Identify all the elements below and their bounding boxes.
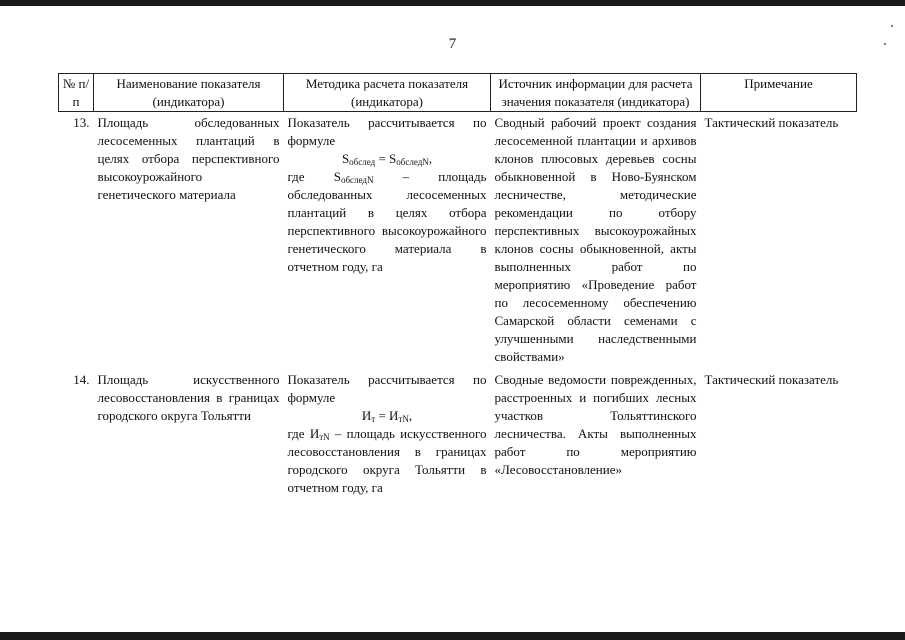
indicator-name: Площадь искусственного лесовосстановления в границах городского округа Тольятти xyxy=(97,372,280,423)
formula: $S_{обслед} = S_{обследN}$, xyxy=(341,151,433,167)
scan-top-edge xyxy=(0,0,905,6)
table-row xyxy=(59,112,857,370)
scan-speck xyxy=(891,25,893,27)
note: Тактический показатель xyxy=(704,115,839,130)
method-intro: Показатель рассчитывается по формуле xyxy=(287,372,487,405)
table-row xyxy=(59,369,857,497)
header-num: № п/п xyxy=(59,74,94,112)
header-indicator-name: Наименование показателя (индикатора) xyxy=(94,74,284,112)
header-note: Примечание xyxy=(701,74,857,112)
header-calc-method: Методика расчета показателя (индикатора) xyxy=(284,74,491,112)
method-intro: Показатель рассчитывается по формуле xyxy=(287,115,487,148)
header-info-source: Источник информации для расчета значения показателя (индикатора) xyxy=(491,74,701,112)
row-number: 14. xyxy=(73,372,90,387)
indicator-name: Площадь обследованных лесосеменных плантаций в целях отбора перспективного высокоурожайного генетического материала xyxy=(97,115,280,202)
indicators-table xyxy=(58,73,857,497)
page-number: 7 xyxy=(448,36,457,52)
method-description: где $И_{тN}$ – площадь искусственного лесовосстановления в границах городского округа Тольятти в отчетном году, га xyxy=(287,426,487,495)
info-source: Сводные ведомости поврежденных, расстроенных и погибших лесных участков Тольяттинского лесничества. Акты выполненных работ по мероприятию «Лесовосстановление» xyxy=(494,372,697,477)
method-description: где $S_{обследN}$ – площадь обследованных лесосеменных плантаций в целях отбора перспективного высокоурожайного генетического материала в отчетном году, га xyxy=(287,169,487,274)
info-source: Сводный рабочий проект создания лесосеменной плантации и архивов клонов плюсовых деревьев сосны обыкновенной в Ново-Буянском лесничестве, методические рекомендации по отбору перспективных высокоурожайных клонов сосны обыкновенной, акты выполненных работ по мероприятию «Проведение работ по лесосеменному обеспечению Самарской области семенами с улучшенными наследственными свойствами» xyxy=(494,115,697,364)
calc-method xyxy=(284,369,491,497)
row-number: 13. xyxy=(73,115,90,130)
scan-bottom-edge xyxy=(0,632,905,640)
table-header-row xyxy=(59,74,857,112)
note: Тактический показатель xyxy=(704,372,839,387)
calc-method xyxy=(284,112,491,370)
formula: $И_т = И_{тN}$, xyxy=(361,408,413,424)
